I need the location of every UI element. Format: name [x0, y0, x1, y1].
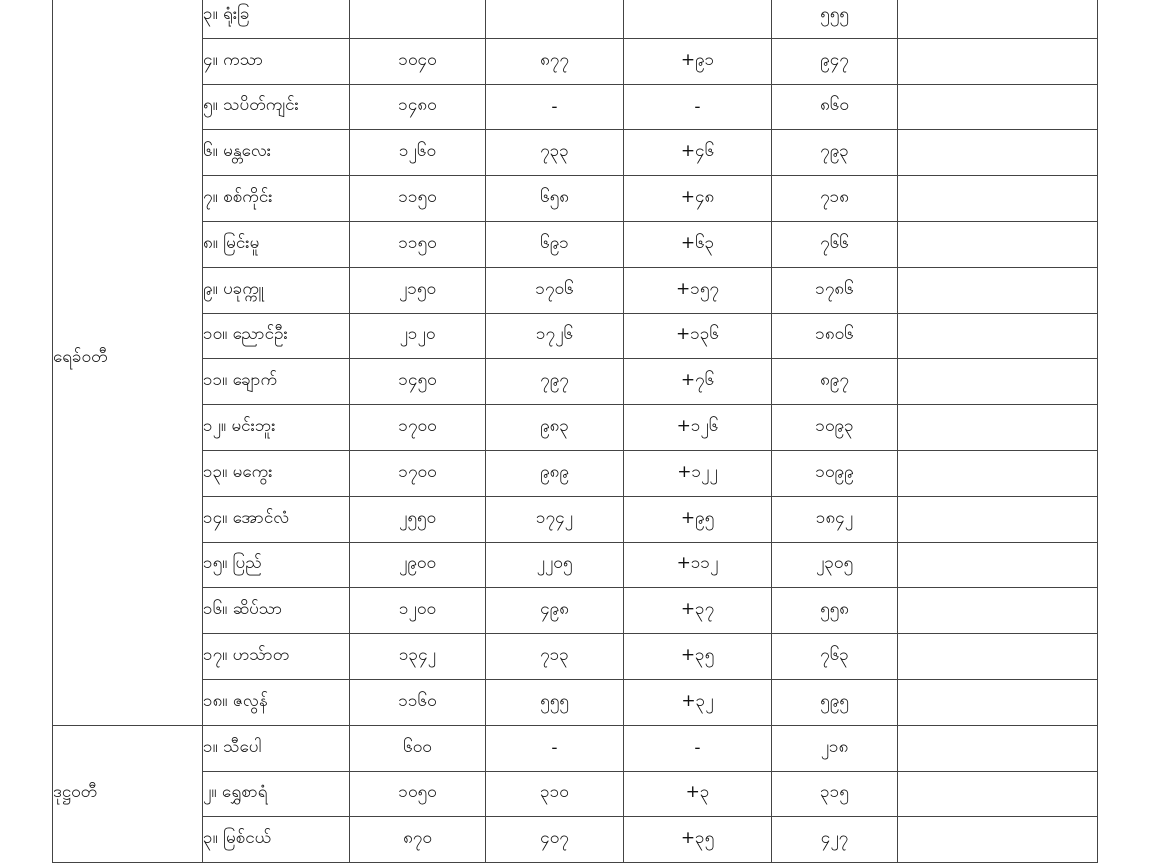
value-cell-c1: ၁၄၅၀	[350, 359, 486, 405]
table-row	[53, 267, 1098, 313]
table-row	[53, 588, 1098, 634]
table-row	[53, 542, 1098, 588]
value-cell-c2: ၁၇၀၆	[486, 267, 624, 313]
value-cell-c4: ၅၅၈	[772, 588, 898, 634]
value-cell-c1: ၁၃၄၂	[350, 634, 486, 680]
town-cell: ၁၅။ ပြည်	[203, 542, 350, 588]
value-cell-c1: ၂၁၂၀	[350, 313, 486, 359]
value-cell-c2: ၅၅၅	[486, 679, 624, 725]
town-cell: ၁၀။ ညောင်ဦး	[203, 313, 350, 359]
table-row	[53, 176, 1098, 222]
value-cell-c4: ၂၃၀၅	[772, 542, 898, 588]
town-cell: ၂။ ရွှေစာရံ	[203, 771, 350, 817]
value-cell-c3: -	[624, 725, 772, 771]
value-cell-c1: ၂၉၀၀	[350, 542, 486, 588]
table-row	[53, 130, 1098, 176]
value-cell-c1: ၁၁၆၀	[350, 679, 486, 725]
table-row	[53, 450, 1098, 496]
town-cell: ၁၈။ ဇလွန်	[203, 679, 350, 725]
value-cell-c2: ၄၉၈	[486, 588, 624, 634]
value-cell-c4: ၄၂၇	[772, 817, 898, 863]
town-cell: ၈။ မြင်းမူ	[203, 221, 350, 267]
remarks-cell	[898, 725, 1098, 771]
region-cell: ရေခ်ဝတီ	[53, 0, 203, 725]
remarks-cell	[898, 38, 1098, 84]
remarks-cell	[898, 130, 1098, 176]
water-level-table	[52, 0, 1098, 863]
value-cell-c3: +၄၆	[624, 130, 772, 176]
value-cell-c4: ၁၈၄၂	[772, 496, 898, 542]
value-cell-c4: ၉၄၇	[772, 38, 898, 84]
town-cell: ၄။ ကသာ	[203, 38, 350, 84]
value-cell-c3: +၃၂	[624, 679, 772, 725]
value-cell-c4: ၁၇၈၆	[772, 267, 898, 313]
remarks-cell	[898, 267, 1098, 313]
town-cell: ၁၄။ အောင်လံ	[203, 496, 350, 542]
value-cell-c4: ၃၁၅	[772, 771, 898, 817]
value-cell-c4: ၇၁၈	[772, 176, 898, 222]
value-cell-c3: +၁၅၇	[624, 267, 772, 313]
remarks-cell	[898, 359, 1098, 405]
table-row	[53, 405, 1098, 451]
value-cell-c2	[486, 0, 624, 38]
value-cell-c2: ၆၅၈	[486, 176, 624, 222]
remarks-cell	[898, 176, 1098, 222]
table-body	[53, 0, 1098, 863]
value-cell-c1: ၁၂၆၀	[350, 130, 486, 176]
value-cell-c1: ၁၄၈၀	[350, 84, 486, 130]
value-cell-c1: ၈၇၀	[350, 817, 486, 863]
value-cell-c2: ၈၇၇	[486, 38, 624, 84]
value-cell-c4: ၇၆၃	[772, 634, 898, 680]
value-cell-c2: ၁၇၄၂	[486, 496, 624, 542]
value-cell-c1: ၁၀၄၀	[350, 38, 486, 84]
table-row	[53, 725, 1098, 771]
table-row	[53, 771, 1098, 817]
value-cell-c4: ၁၀၉၉	[772, 450, 898, 496]
remarks-cell	[898, 0, 1098, 38]
value-cell-c3: +၁၃၆	[624, 313, 772, 359]
value-cell-c3: +၉၁	[624, 38, 772, 84]
table-row	[53, 38, 1098, 84]
value-cell-c2: -	[486, 725, 624, 771]
town-cell: ၃။ ရုံးခြ	[203, 0, 350, 38]
value-cell-c3	[624, 0, 772, 38]
table-row	[53, 679, 1098, 725]
value-cell-c2: ၉၈၃	[486, 405, 624, 451]
remarks-cell	[898, 588, 1098, 634]
value-cell-c2: ၇၉၇	[486, 359, 624, 405]
value-cell-c4: ၁၈၀၆	[772, 313, 898, 359]
remarks-cell	[898, 634, 1098, 680]
value-cell-c4: ၅၅၅	[772, 0, 898, 38]
value-cell-c2: ၄၀၇	[486, 817, 624, 863]
value-cell-c4: ၈၉၇	[772, 359, 898, 405]
remarks-cell	[898, 679, 1098, 725]
value-cell-c2: ၇၃၃	[486, 130, 624, 176]
remarks-cell	[898, 450, 1098, 496]
value-cell-c4: ၇၆၆	[772, 221, 898, 267]
town-cell: ၁၃။ မကွေး	[203, 450, 350, 496]
value-cell-c1	[350, 0, 486, 38]
town-cell: ၁၂။ မင်းဘူး	[203, 405, 350, 451]
town-cell: ၉။ ပခုက္ကူ	[203, 267, 350, 313]
value-cell-c3: +၃၅	[624, 634, 772, 680]
table-row	[53, 221, 1098, 267]
value-cell-c3: +၁၁၂	[624, 542, 772, 588]
remarks-cell	[898, 542, 1098, 588]
remarks-cell	[898, 405, 1098, 451]
value-cell-c1: ၁၂၀၀	[350, 588, 486, 634]
table-row	[53, 0, 1098, 38]
remarks-cell	[898, 221, 1098, 267]
table-row	[53, 496, 1098, 542]
value-cell-c1: ၁၇၀၀	[350, 450, 486, 496]
town-cell: ၁။ သီပေါ	[203, 725, 350, 771]
value-cell-c1: ၁၀၅၀	[350, 771, 486, 817]
region-cell: ဒုဋ္ဌဝတီ	[53, 725, 203, 862]
value-cell-c3: +၄၈	[624, 176, 772, 222]
value-cell-c1: ၂၁၅၀	[350, 267, 486, 313]
value-cell-c4: ၅၉၅	[772, 679, 898, 725]
value-cell-c1: ၁၇၀၀	[350, 405, 486, 451]
town-cell: ၁၇။ ဟသ်ာတ	[203, 634, 350, 680]
value-cell-c3: +၁၂၂	[624, 450, 772, 496]
value-cell-c2: ၁၇၂၆	[486, 313, 624, 359]
table-row	[53, 634, 1098, 680]
town-cell: ၁၆။ ဆိပ်သာ	[203, 588, 350, 634]
remarks-cell	[898, 496, 1098, 542]
value-cell-c2: ၃၁၀	[486, 771, 624, 817]
town-cell: ၇။ စစ်ကိုင်း	[203, 176, 350, 222]
table-row	[53, 817, 1098, 863]
value-cell-c4: ၁၀၉၃	[772, 405, 898, 451]
value-cell-c3: -	[624, 84, 772, 130]
value-cell-c3: +၃	[624, 771, 772, 817]
table-row	[53, 84, 1098, 130]
town-cell: ၆။ မန္တလေး	[203, 130, 350, 176]
value-cell-c4: ၈၆၀	[772, 84, 898, 130]
value-cell-c4: ၂၁၈	[772, 725, 898, 771]
value-cell-c2: ၇၁၃	[486, 634, 624, 680]
value-cell-c3: +၇၆	[624, 359, 772, 405]
value-cell-c2: ၂၂၀၅	[486, 542, 624, 588]
value-cell-c3: +၉၅	[624, 496, 772, 542]
value-cell-c4: ၇၉၃	[772, 130, 898, 176]
town-cell: ၃။ မြစ်ငယ်	[203, 817, 350, 863]
table-row	[53, 313, 1098, 359]
value-cell-c1: ၂၅၅၀	[350, 496, 486, 542]
value-cell-c3: +၁၂၆	[624, 405, 772, 451]
value-cell-c1: ၁၁၅၀	[350, 176, 486, 222]
value-cell-c2: ၆၉၁	[486, 221, 624, 267]
value-cell-c3: +၃၅	[624, 817, 772, 863]
table-row	[53, 359, 1098, 405]
value-cell-c3: +၆၃	[624, 221, 772, 267]
remarks-cell	[898, 84, 1098, 130]
remarks-cell	[898, 313, 1098, 359]
town-cell: ၁၁။ ချောက်	[203, 359, 350, 405]
value-cell-c2: -	[486, 84, 624, 130]
value-cell-c1: ၆၀၀	[350, 725, 486, 771]
remarks-cell	[898, 817, 1098, 863]
value-cell-c3: +၃၇	[624, 588, 772, 634]
value-cell-c1: ၁၁၅၀	[350, 221, 486, 267]
town-cell: ၅။ သပိတ်ကျင်း	[203, 84, 350, 130]
remarks-cell	[898, 771, 1098, 817]
value-cell-c2: ၉၈၉	[486, 450, 624, 496]
